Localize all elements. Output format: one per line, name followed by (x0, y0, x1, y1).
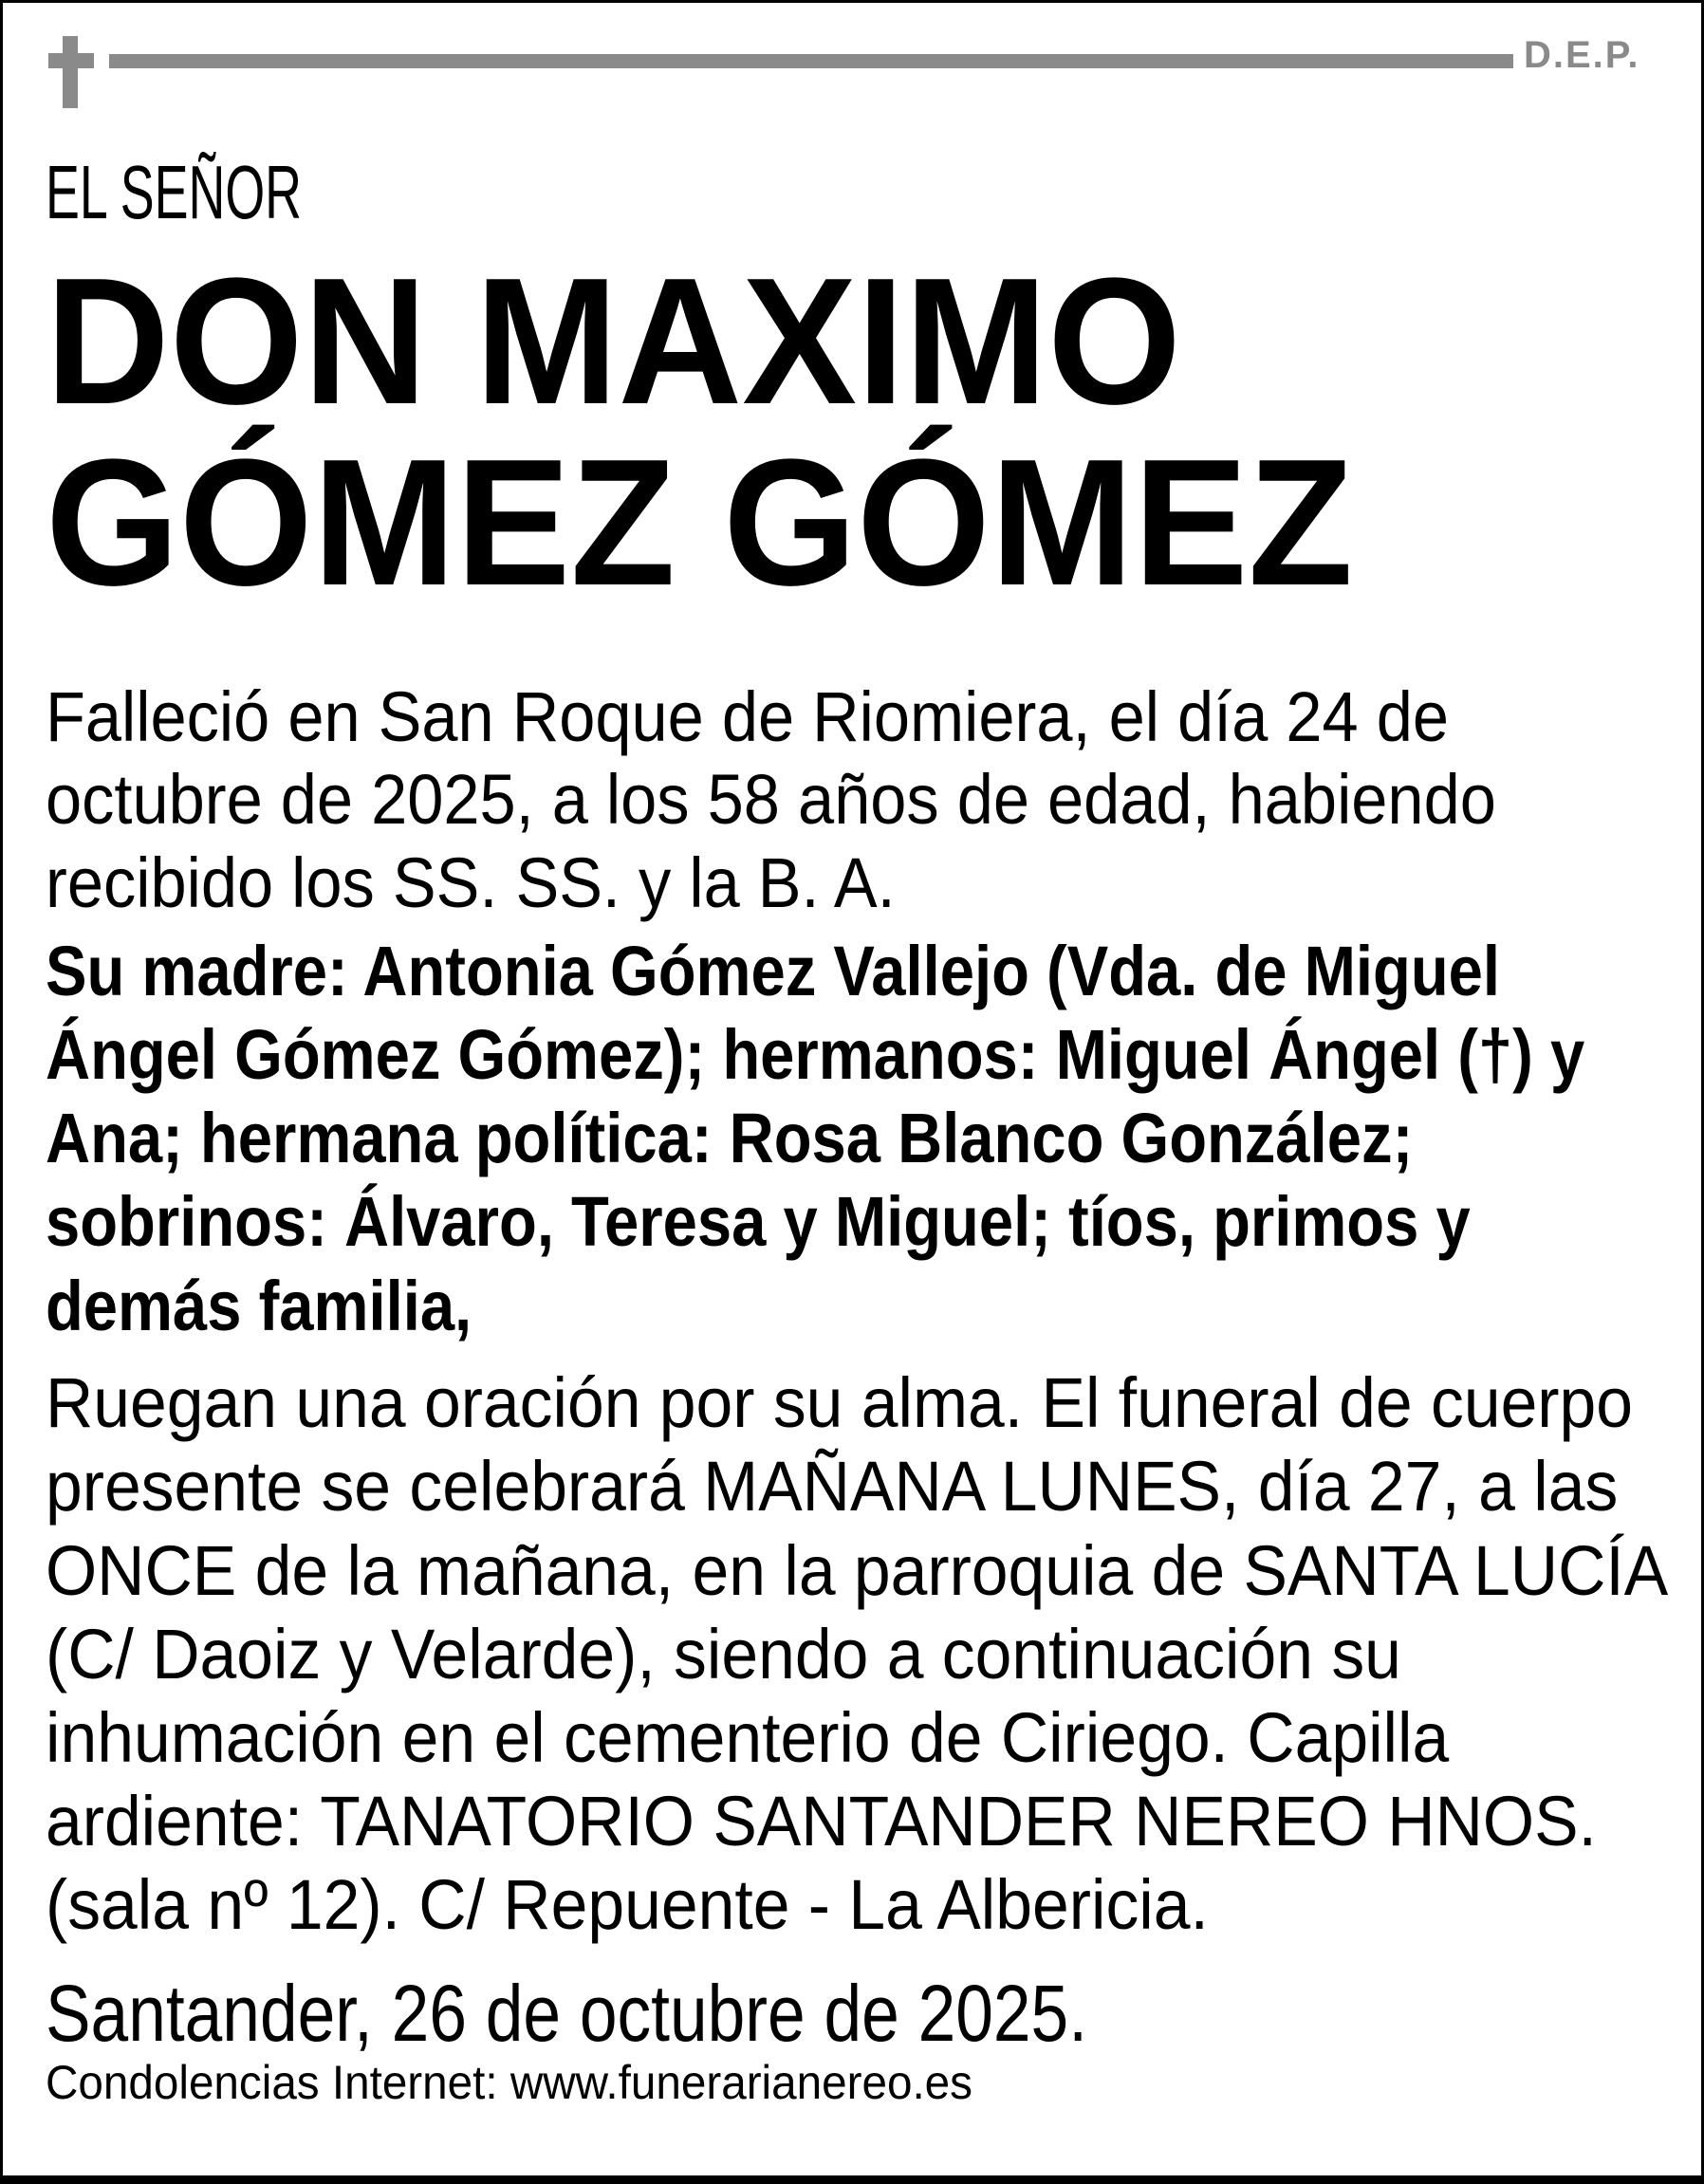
el-senor: EL SEÑOR (46, 150, 302, 234)
text-line: recibido los SS. SS. y la B. A. (46, 843, 896, 922)
text-line: sobrinos: Álvaro, Teresa y Miguel; tíos, primos y (46, 1182, 1471, 1261)
name-line-2: GÓMEZ GÓMEZ (46, 422, 1354, 623)
text-line: (C/ Daoiz y Velarde), siendo a continuación su (46, 1615, 1401, 1694)
text-line: demás familia, (46, 1267, 472, 1345)
text-line: Ángel Gómez Gómez); hermanos: Miguel Ángel (†) y (46, 1015, 1585, 1094)
text-line: inhumación en el cementerio de Ciriego. Capilla (46, 1698, 1450, 1777)
text-line: Falleció en San Roque de Riomiera, el día 24 de (46, 677, 1449, 756)
condolences-line: Condolencias Internet: www.funerarianereo.es (46, 2056, 972, 2109)
header-rule (109, 54, 1513, 68)
dep-label: D.E.P. (1524, 34, 1640, 76)
place-date-line: Santander, 26 de octubre de 2025. (46, 1969, 1087, 2058)
text-line: Su madre: Antonia Gómez Vallejo (Vda. de Miguel (46, 932, 1500, 1010)
cross-horizontal (48, 53, 94, 68)
text-line: presente se celebrará MAÑANA LUNES, día 27, a las (46, 1447, 1619, 1526)
name-line-1: DON MAXIMO (46, 241, 1181, 442)
text-line: octubre de 2025, a los 58 años de edad, habiendo (46, 760, 1496, 839)
text-line: ONCE de la mañana, en la parroquia de SANTA LUCÍA (46, 1531, 1669, 1610)
text-line: Ruegan una oración por su alma. El funeral de cuerpo (46, 1363, 1633, 1442)
text-line: ardiente: TANATORIO SANTANDER NEREO HNOS. (46, 1782, 1597, 1860)
cross-vertical (63, 36, 78, 108)
text-line: Ana; hermana política: Rosa Blanco González; (46, 1099, 1414, 1177)
text-line: (sala nº 12). C/ Repuente - La Albericia. (46, 1865, 1209, 1944)
